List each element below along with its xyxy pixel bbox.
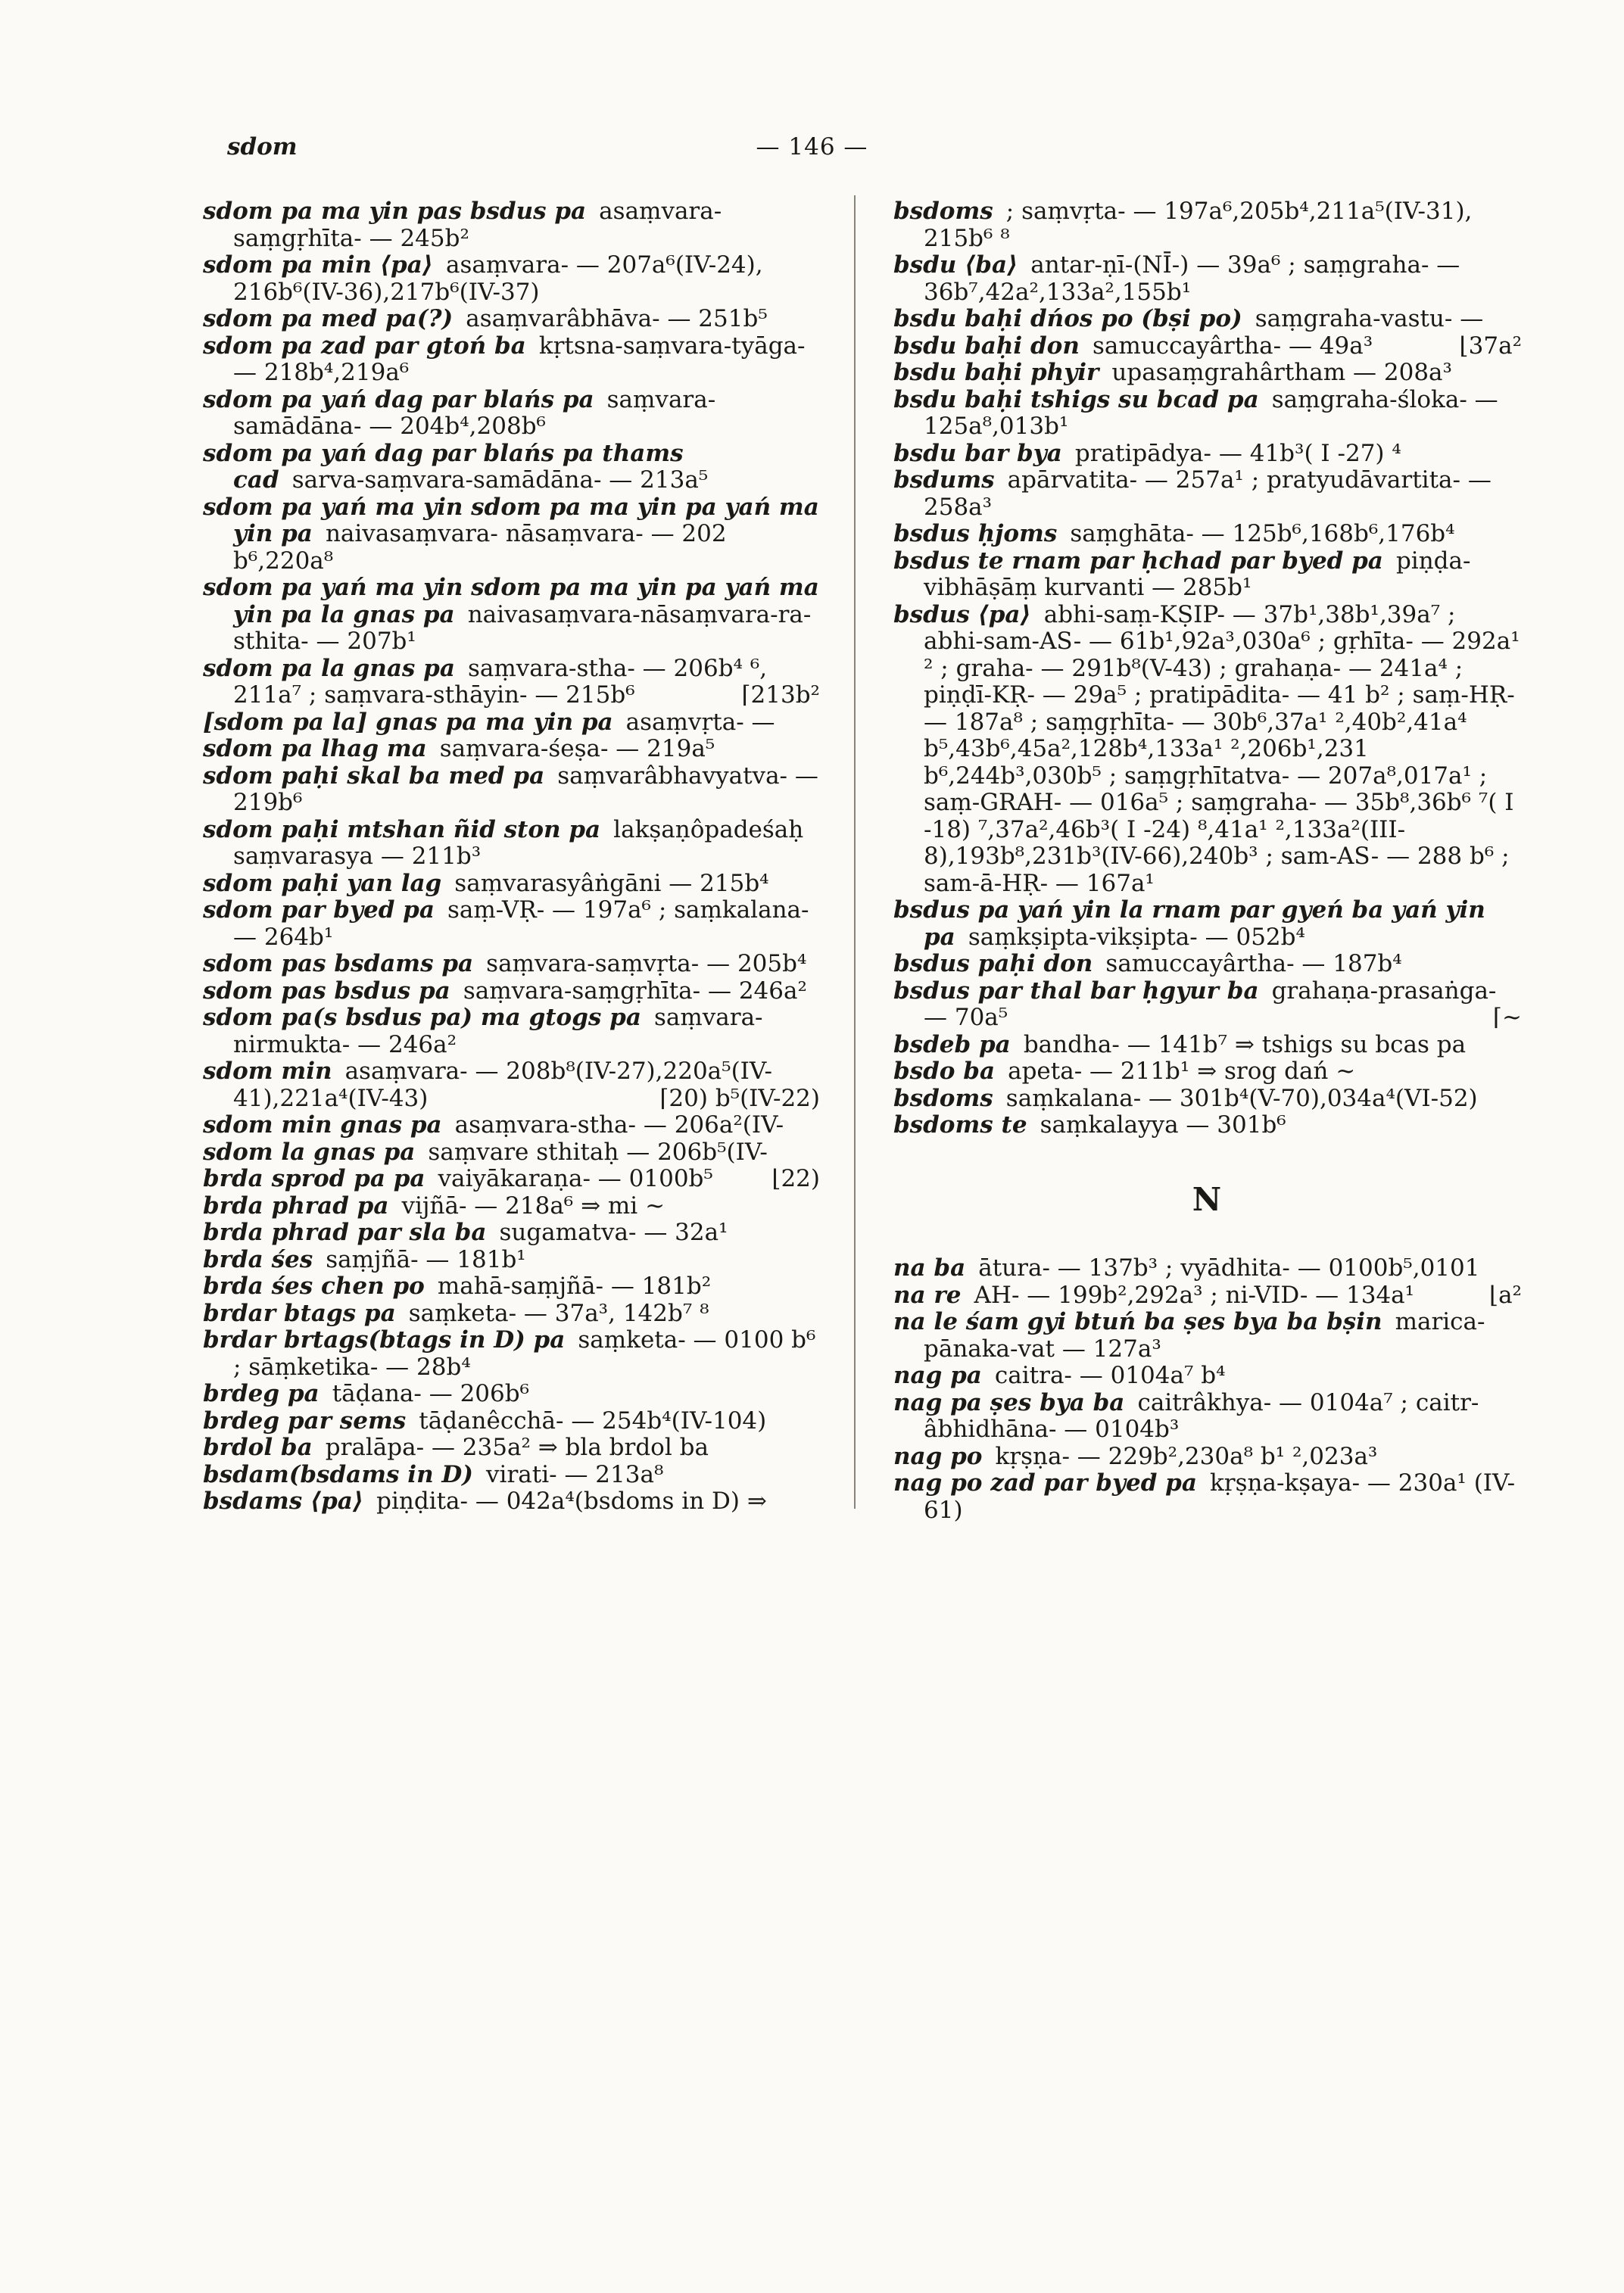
entry-body: saṃghāta- — 125b⁶,168b⁶,176b⁴ bbox=[1070, 520, 1455, 547]
entry-term: bsdoms bbox=[893, 1084, 993, 1112]
dictionary-entry bbox=[893, 333, 1522, 360]
entry-term: brda phrad pa bbox=[203, 1192, 389, 1220]
dictionary-entry bbox=[203, 1301, 820, 1328]
dictionary-entry bbox=[203, 198, 820, 252]
entry-body: abhi-saṃ-KṢIP- — 37b¹,38b¹,39a⁷ ; abhi-sam-AS- — 61b¹,92a³,030a⁶ ; gṛhīta- — 292a¹ ² ; graha- — 291b⁸(V-43) ; grahaṇa- — 241a⁴ ; piṇḍī-KṚ- — 29a⁵ ; pratipādita- — 41 b² ; saṃ-HṚ- — 187a⁸ ; saṃgṛhīta- — 30b⁶,37a¹ ²,40b²,41a⁴ b⁵,43b⁶,45a²,128b⁴,133a¹ ²,206b¹,231 b⁶,244b³,030b⁵ ; saṃgṛhītatva- — 207a⁸,017a¹ ; saṃ-GRAH- — 016a⁵ ; saṃgraha- — 35b⁸,36b⁶ ⁷( I -18) ⁷,37a²,46b³( I -24) ⁸,41a¹ ²,133a²(III-8),193b⁸,231b³(IV-66),240b³ ; sam-AS- — 288 b⁶ ; sam-ā-HṚ- — 167a¹ bbox=[924, 600, 1520, 897]
dictionary-entry bbox=[203, 333, 820, 387]
entry-term: sdom pa(s bsdus pa) ma gtogs pa bbox=[203, 1004, 641, 1031]
dictionary-entry bbox=[203, 817, 820, 871]
dictionary-entry bbox=[893, 978, 1522, 1032]
left-column bbox=[203, 198, 820, 1524]
dictionary-entry bbox=[203, 1058, 820, 1112]
dictionary-entry bbox=[893, 1086, 1522, 1113]
entry-body: asaṃvara- — 208b⁸(IV-27),220a⁵(IV-41),221a⁴(IV-43) bbox=[233, 1058, 772, 1112]
entry-body: saṃvara-śeṣa- — 219a⁵ bbox=[439, 735, 715, 762]
entry-term: sdom par byed pa bbox=[203, 896, 435, 924]
dictionary-entry bbox=[203, 1139, 820, 1167]
entry-term: sdom pa lhag ma bbox=[203, 735, 427, 762]
dictionary-entry bbox=[203, 1166, 820, 1193]
entry-term: nag po zad par byed pa bbox=[893, 1469, 1197, 1497]
dictionary-entry bbox=[203, 1462, 820, 1489]
right-column-entries-bottom bbox=[893, 1255, 1522, 1524]
entry-body: saṃjñā- — 181b¹ bbox=[326, 1245, 526, 1273]
dictionary-entry bbox=[203, 978, 820, 1005]
entry-body: ; saṃvṛta- — 197a⁶,205b⁴,211a⁵(IV-31), 215b⁶ ⁸ bbox=[924, 198, 1473, 252]
dictionary-entry bbox=[893, 1363, 1522, 1390]
dictionary-entry bbox=[203, 1408, 820, 1435]
entry-body: caitrâkhya- — 0104a⁷ ; caitr-âbhidhāna- — 0104b³ bbox=[924, 1388, 1479, 1443]
entry-body: samuccayârtha- — 187b⁴ bbox=[1105, 950, 1402, 977]
entry-term: brdol ba bbox=[203, 1434, 313, 1461]
entry-body: saṃvara-saṃvṛta- — 205b⁴ bbox=[486, 950, 807, 977]
dictionary-entry bbox=[893, 1309, 1522, 1363]
entry-body: piṇḍita- — 042a⁴(bsdoms in D) ⇒ bbox=[376, 1488, 767, 1515]
entry-body: sarva-saṃvara-samādāna- — 213a⁵ bbox=[291, 466, 709, 494]
entry-body: saṃvare sthitaḥ — 206b⁵(IV- bbox=[428, 1138, 768, 1166]
entry-term: bsdu bar bya bbox=[893, 439, 1062, 467]
dictionary-entry bbox=[203, 387, 820, 441]
entry-body: marica-pānaka-vat — 127a³ bbox=[924, 1308, 1485, 1363]
dictionary-entry bbox=[893, 1282, 1522, 1310]
columns bbox=[203, 198, 1522, 1524]
dictionary-entry bbox=[893, 252, 1522, 306]
entry-body: upasaṃgrahârtham — 208a³ bbox=[1111, 359, 1452, 386]
entry-term: brda śes bbox=[203, 1245, 313, 1273]
entry-term: bsdu baḥi don bbox=[893, 332, 1080, 360]
dictionary-entry bbox=[203, 1005, 820, 1058]
catchword-note: ⌊22) bbox=[771, 1165, 820, 1192]
dictionary-entry bbox=[893, 548, 1522, 602]
dictionary-entry bbox=[893, 602, 1522, 898]
entry-body: piṇḍa-vibhāṣāṃ kurvanti — 285b¹ bbox=[924, 547, 1471, 601]
entry-body: bandha- — 141b⁷ ⇒ tshigs su bcas pa bbox=[1023, 1030, 1467, 1058]
entry-term: bsdu baḥi dńos po (bṣi po) bbox=[893, 305, 1242, 332]
entry-body: naivasaṃvara- nāsaṃvara- — 202 b⁶,220a⁸ bbox=[233, 520, 727, 575]
catchword-note: ⌈20) b⁵(IV-22) bbox=[659, 1084, 820, 1112]
dictionary-entry bbox=[203, 951, 820, 978]
entry-term: sdom pa ma yin pas bsdus pa bbox=[203, 198, 587, 225]
dictionary-entry bbox=[203, 441, 820, 494]
entry-term: sdom pa la gnas pa bbox=[203, 654, 455, 682]
entry-body: mahā-saṃjñā- — 181b² bbox=[437, 1273, 712, 1300]
entry-term: sdom pas bsdams pa bbox=[203, 950, 474, 977]
entry-term: [sdom pa la] gnas pa ma yin pa bbox=[203, 708, 613, 736]
entry-term: bsdus ⟨pa⟩ bbox=[893, 600, 1031, 628]
entry-term: bsdu baḥi tshigs su bcad pa bbox=[893, 385, 1259, 413]
entry-body: naivasaṃvara-nāsaṃvara-ra-sthita- — 207b¹ bbox=[233, 600, 812, 655]
entry-term: brda śes chen po bbox=[203, 1273, 425, 1300]
dictionary-entry bbox=[203, 763, 820, 817]
entry-term: sdom pa yań dag par blańs pa bbox=[203, 385, 594, 413]
entry-term: bsdu baḥi phyir bbox=[893, 359, 1099, 386]
entry-body: saṃketa- — 37a³, 142b⁷ ⁸ bbox=[408, 1299, 709, 1327]
entry-term: sdom paḥi yan lag bbox=[203, 869, 442, 897]
entry-body: asaṃvara-saṃgṛhīta- — 245b² bbox=[233, 198, 722, 252]
dictionary-entry bbox=[203, 306, 820, 333]
section-heading-n: N bbox=[1192, 1180, 1223, 1218]
dictionary-entry bbox=[893, 198, 1522, 252]
entry-body: saṃvara-saṃgṛhīta- — 246a² bbox=[463, 977, 807, 1005]
entry-term: bsdoms te bbox=[893, 1111, 1027, 1139]
dictionary-entry bbox=[203, 897, 820, 951]
entry-term: sdom pas bsdus pa bbox=[203, 977, 450, 1005]
dictionary-entry bbox=[203, 1488, 820, 1516]
entry-body: asaṃvara- — 207a⁶(IV-24), 216b⁶(IV-36),217b⁶(IV-37) bbox=[233, 251, 763, 306]
dictionary-entry bbox=[893, 897, 1522, 951]
entry-term: bsdus par thal bar ḥgyur ba bbox=[893, 977, 1259, 1005]
entry-term: bsdam(bsdams in D) bbox=[203, 1460, 473, 1488]
entry-term: bsdus te rnam par ḥchad par byed pa bbox=[893, 547, 1383, 575]
entry-body: saṃvarâbhavyatva- — 219b⁶ bbox=[233, 762, 818, 816]
dictionary-entry bbox=[893, 306, 1522, 333]
dictionary-entry bbox=[893, 951, 1522, 978]
entry-term: brdar btags pa bbox=[203, 1299, 396, 1327]
dictionary-entry bbox=[893, 1255, 1522, 1282]
dictionary-entry bbox=[893, 521, 1522, 548]
entry-term: na ba bbox=[893, 1254, 966, 1282]
entry-body: virati- — 213a⁸ bbox=[486, 1460, 664, 1488]
entry-body: vaiyākaraṇa- — 0100b⁵ bbox=[438, 1165, 713, 1192]
entry-term: nag pa bbox=[893, 1362, 982, 1389]
entry-term: sdom pa min ⟨pa⟩ bbox=[203, 251, 433, 279]
dictionary-entry bbox=[203, 1220, 820, 1247]
entry-body: tāḍana- — 206b⁶ bbox=[332, 1380, 530, 1407]
entry-body: sugamatva- — 32a¹ bbox=[499, 1219, 728, 1246]
entry-body: pralāpa- — 235a² ⇒ bla brdol ba bbox=[325, 1434, 709, 1461]
right-column-entries-top bbox=[893, 198, 1522, 1139]
dictionary-entry bbox=[203, 1327, 820, 1381]
entry-body: saṃgraha-śloka- — 125a⁸,013b¹ bbox=[924, 385, 1498, 440]
dictionary-entry bbox=[893, 467, 1522, 521]
entry-term: na le śam gyi btuń ba ṣes bya ba bṣin bbox=[893, 1308, 1382, 1335]
entry-body: caitra- — 0104a⁷ b⁴ bbox=[994, 1362, 1226, 1389]
entry-term: bsdus paḥi don bbox=[893, 950, 1093, 977]
dictionary-entry bbox=[893, 1112, 1522, 1139]
dictionary-entry bbox=[203, 871, 820, 898]
dictionary-entry bbox=[893, 387, 1522, 441]
entry-term: sdom min bbox=[203, 1058, 332, 1085]
dictionary-entry bbox=[203, 575, 820, 656]
entry-body: grahaṇa-prasaṅga- — 70a⁵ bbox=[924, 977, 1497, 1031]
dictionary-entry bbox=[203, 1193, 820, 1220]
entry-body: lakṣaṇôpadeśaḥ saṃvarasya — 211b³ bbox=[233, 815, 804, 870]
page-header bbox=[0, 133, 1624, 167]
entry-term: bsdu ⟨ba⟩ bbox=[893, 251, 1018, 279]
entry-body: asaṃvara-stha- — 206a²(IV- bbox=[454, 1111, 784, 1139]
entry-body: saṃgraha-vastu- — bbox=[1255, 305, 1484, 332]
right-column bbox=[893, 198, 1522, 1524]
dictionary-entry bbox=[203, 1381, 820, 1408]
entry-body: saṃkalana- — 301b⁴(V-70),034a⁴(VI-52) bbox=[1005, 1084, 1478, 1112]
catchword-note: ⌊37a² bbox=[1459, 332, 1522, 360]
entry-term: brda sprod pa pa bbox=[203, 1165, 425, 1192]
entry-body: vijñā- — 218a⁶ ⇒ mi ~ bbox=[401, 1192, 665, 1220]
entry-body: saṃvarasyâṅgāni — 215b⁴ bbox=[454, 869, 769, 897]
entry-term: sdom pa zad par gtoń ba bbox=[203, 332, 526, 360]
entry-term: brdeg pa bbox=[203, 1380, 320, 1407]
entry-term: nag pa ṣes bya ba bbox=[893, 1388, 1125, 1416]
dictionary-entry bbox=[893, 1444, 1522, 1471]
running-head: sdom bbox=[227, 133, 298, 160]
dictionary-entry bbox=[203, 709, 820, 737]
dictionary-entry bbox=[893, 1032, 1522, 1059]
entry-term: sdom paḥi skal ba med pa bbox=[203, 762, 545, 790]
entry-term: bsdeb pa bbox=[893, 1030, 1011, 1058]
dictionary-entry bbox=[203, 1112, 820, 1139]
entry-body: saṃ-VṚ- — 197a⁶ ; saṃkalana- — 264b¹ bbox=[233, 896, 809, 951]
dictionary-entry bbox=[203, 252, 820, 306]
dictionary-entry bbox=[893, 1470, 1522, 1524]
entry-body: kṛṣṇa- — 229b²,230a⁸ b¹ ²,023a³ bbox=[995, 1442, 1378, 1470]
dictionary-entry bbox=[203, 1247, 820, 1274]
entry-body: pratipādya- — 41b³( I -27) ⁴ bbox=[1074, 439, 1401, 467]
dictionary-entry bbox=[893, 1058, 1522, 1086]
entry-body: samuccayârtha- — 49a³ bbox=[1092, 332, 1373, 360]
entry-body: asaṃvṛta- — bbox=[625, 708, 775, 736]
entry-body: ātura- — 137b³ ; vyādhita- — 0100b⁵,0101 bbox=[978, 1254, 1480, 1282]
dictionary-entry bbox=[893, 360, 1522, 387]
dictionary-entry bbox=[203, 736, 820, 763]
entry-term: bsdus ḥjoms bbox=[893, 520, 1058, 547]
dictionary-entry bbox=[203, 1435, 820, 1462]
entry-term: bsdo ba bbox=[893, 1058, 996, 1085]
catchword-note: ⌊a² bbox=[1488, 1281, 1522, 1309]
entry-body: tāḍanêcchā- — 254b⁴(IV-104) bbox=[419, 1407, 767, 1435]
entry-term: sdom pa med pa(?) bbox=[203, 305, 454, 332]
entry-term: bsdams ⟨pa⟩ bbox=[203, 1488, 364, 1515]
entry-body: saṃvara-stha- — 206b⁴ ⁶, 211a⁷ ; saṃvara-sthāyin- — 215b⁶ bbox=[233, 654, 768, 709]
entry-term: sdom la gnas pa bbox=[203, 1138, 416, 1166]
dictionary-entry bbox=[203, 1273, 820, 1301]
entry-body: saṃkalayya — 301b⁶ bbox=[1040, 1111, 1286, 1139]
entry-body: AH- — 199b²,292a³ ; ni-VID- — 134a¹ bbox=[974, 1281, 1415, 1309]
entry-term: sdom pa yań ma yin sdom pa ma yin pa yań ma yin pa la gnas pa bbox=[203, 574, 819, 628]
entry-body: saṃketa- — 0100 b⁶ ; sāṃketika- — 28b⁴ bbox=[233, 1326, 816, 1381]
dictionary-entry bbox=[203, 494, 820, 575]
entry-body: apārvatita- — 257a¹ ; pratyudāvartita- — 258a³ bbox=[924, 466, 1492, 521]
entry-term: bsdus pa yań yin la rnam par gyeń ba yań yin pa bbox=[893, 896, 1485, 951]
entry-body: kṛtsna-saṃvara-tyāga- — 218b⁴,219a⁶ bbox=[233, 332, 806, 386]
entry-term: na re bbox=[893, 1281, 962, 1309]
page-number: — 146 — bbox=[756, 133, 868, 160]
entry-term: sdom paḥi mtshan ñid ston pa bbox=[203, 815, 601, 843]
entry-term: bsdums bbox=[893, 466, 995, 494]
entry-body: antar-ṇī-(NĪ-) — 39a⁶ ; saṃgraha- — 36b⁷,42a²,133a²,155b¹ bbox=[924, 251, 1460, 306]
entry-term: bsdoms bbox=[893, 198, 993, 225]
entry-term: brdar brtags(btags in D) pa bbox=[203, 1326, 566, 1354]
dictionary-entry bbox=[893, 1390, 1522, 1444]
entry-term: nag po bbox=[893, 1442, 983, 1470]
entry-body: apeta- — 211b¹ ⇒ srog dań ~ bbox=[1008, 1058, 1356, 1085]
entry-body: saṃkṣipta-vikṣipta- — 052b⁴ bbox=[968, 923, 1305, 951]
dictionary-entry bbox=[203, 656, 820, 709]
catchword-note: ⌈~ bbox=[1492, 1004, 1522, 1031]
dictionary-entry bbox=[893, 441, 1522, 468]
entry-term: brdeg par sems bbox=[203, 1407, 407, 1435]
catchword-note: ⌈213b² bbox=[741, 681, 820, 709]
entry-term: sdom pa yań dag par blańs pa thams cad bbox=[203, 439, 684, 494]
entry-term: sdom pa yań ma yin sdom pa ma yin pa yań ma yin pa bbox=[203, 493, 819, 547]
entry-body: asaṃvarâbhāva- — 251b⁵ bbox=[466, 305, 768, 332]
entry-body: saṃvara-nirmukta- — 246a² bbox=[233, 1004, 763, 1058]
entry-term: brda phrad par sla ba bbox=[203, 1219, 487, 1246]
entry-body: saṃvara-samādāna- — 204b⁴,208b⁶ bbox=[233, 385, 716, 440]
entry-term: sdom min gnas pa bbox=[203, 1111, 442, 1139]
entry-body: kṛṣṇa-kṣaya- — 230a¹ (IV-61) bbox=[924, 1469, 1516, 1524]
